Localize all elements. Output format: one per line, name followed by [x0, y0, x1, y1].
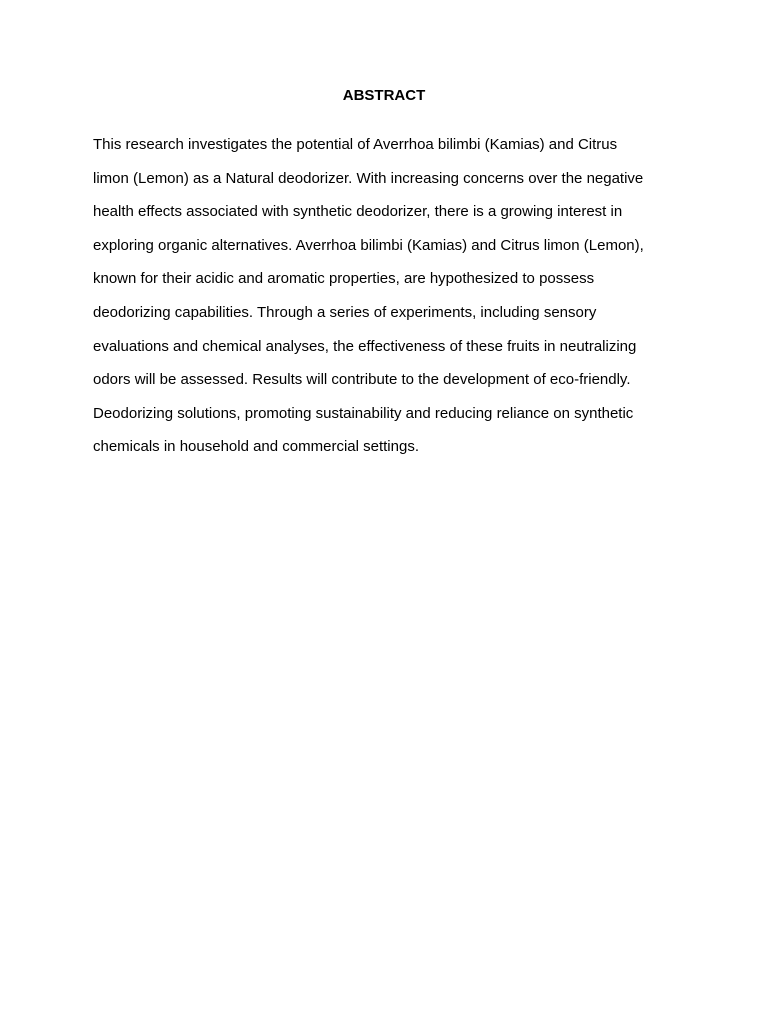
abstract-paragraph [93, 128, 683, 464]
paragraph-line: health effects associated with synthetic deodorizer, there is a growing interest in [93, 203, 623, 221]
abstract-heading: ABSTRACT [342, 87, 426, 104]
paragraph-line: known for their acidic and aromatic properties, are hypothesized to possess [93, 270, 595, 288]
paragraph-line: limon (Lemon) as a Natural deodorizer. With increasing concerns over the negative [93, 169, 644, 187]
paragraph-line: This research investigates the potential of Averrhoa bilimbi (Kamias) and Citrus [93, 136, 618, 153]
paragraph-line: exploring organic alternatives. Averrhoa bilimbi (Kamias) and Citrus limon (Lemon), [93, 236, 644, 254]
paragraph-line: chemicals in household and commercial settings. [93, 438, 419, 456]
paragraph-line: evaluations and chemical analyses, the effectiveness of these fruits in neutralizing [93, 337, 637, 355]
paragraph-line: odors will be assessed. Results will contribute to the development of eco-friendly. [93, 371, 631, 389]
paragraph-line: deodorizing capabilities. Through a series of experiments, including sensory [93, 303, 597, 321]
paragraph-line: Deodorizing solutions, promoting sustainability and reducing reliance on synthetic [93, 404, 634, 422]
